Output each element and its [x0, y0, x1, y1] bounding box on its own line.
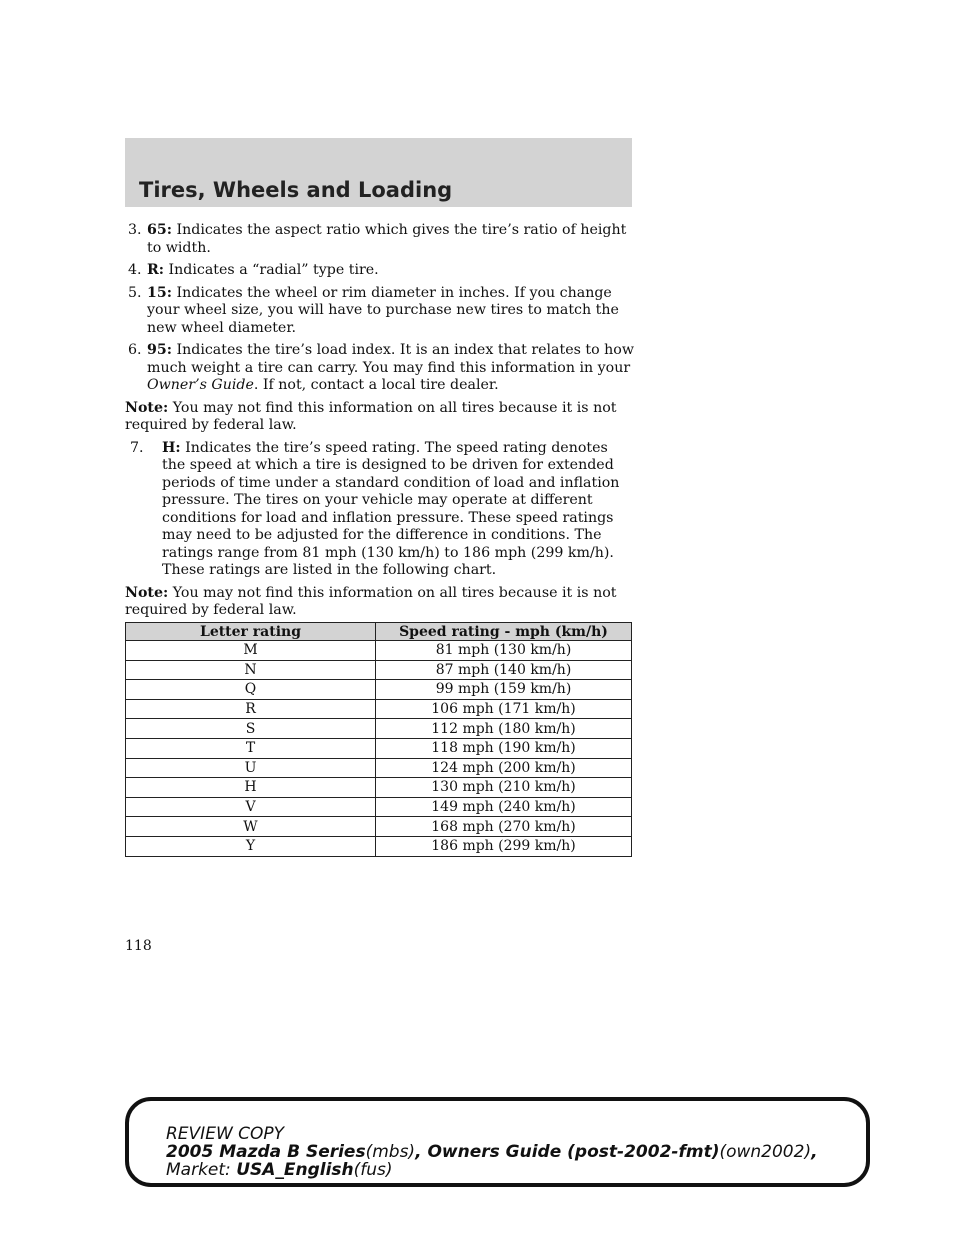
- letter-cell: N: [126, 660, 376, 680]
- speed-cell: 149 mph (240 km/h): [376, 797, 632, 817]
- table-row: [126, 719, 632, 739]
- item-text: Indicates the tire’s speed rating. The speed rating denotes the speed at which a tire is designed to be driven for extended periods of time under a standard condition of load and inflation pressure. The tires on your vehicle may operate at different conditions for load and inflation pressure. These speed ratings may need to be adjusted for the difference in conditions. The ratings range from 81 mph (130 km/h) to 186 mph (299 km/h). These ratings are listed in the following chart.: [162, 439, 620, 578]
- item-number: 7.: [130, 439, 144, 456]
- item-text: Indicates the tire’s load index. It is an index that relates to how much weight a tire can carry. You may find this information in your: [147, 342, 634, 376]
- speed-cell: 118 mph (190 km/h): [376, 738, 632, 758]
- item-code: R:: [147, 262, 165, 278]
- note-2: [125, 585, 635, 620]
- note-text: You may not find this information on all tires because it is not required by federal law.: [125, 399, 617, 433]
- item-code: 65:: [147, 222, 172, 238]
- letter-cell: T: [126, 738, 376, 758]
- letter-cell: H: [126, 778, 376, 798]
- letter-cell: Y: [126, 836, 376, 856]
- item-number: 6.: [128, 342, 142, 358]
- item-number: 5.: [128, 284, 142, 301]
- speed-rating-table: [125, 622, 632, 857]
- note-1: [125, 400, 635, 435]
- main-content: [125, 222, 635, 625]
- review-stamp: [166, 1125, 818, 1179]
- column-header-speed: Speed rating - mph (km/h): [376, 623, 632, 641]
- letter-cell: R: [126, 699, 376, 719]
- note-text: You may not find this information on all tires because it is not required by federal law.: [125, 584, 617, 618]
- speed-cell: 112 mph (180 km/h): [376, 719, 632, 739]
- table-row: [126, 797, 632, 817]
- review-line-2: 2005 Mazda B Series(mbs), Owners Guide (post-2002-fmt)(own2002),: [166, 1142, 818, 1162]
- table-row: [126, 836, 632, 856]
- table-row: [126, 738, 632, 758]
- speed-cell: 130 mph (210 km/h): [376, 778, 632, 798]
- speed-cell: 186 mph (299 km/h): [376, 836, 632, 856]
- table-row: [126, 699, 632, 719]
- speed-cell: 81 mph (130 km/h): [376, 641, 632, 661]
- table-row: [126, 680, 632, 700]
- list-item-3: [125, 222, 635, 257]
- review-line-1: REVIEW COPY: [166, 1124, 285, 1144]
- item-number: 3.: [128, 222, 142, 238]
- letter-cell: S: [126, 719, 376, 739]
- item-code: 95:: [147, 342, 172, 358]
- table-row: [126, 641, 632, 661]
- table-row: [126, 758, 632, 778]
- list-item-6: [125, 342, 635, 395]
- list-item-5: [125, 285, 635, 338]
- table-row: [126, 660, 632, 680]
- section-title: Tires, Wheels and Loading: [139, 178, 453, 202]
- item-text: Indicates the wheel or rim diameter in inches. If you change your wheel size, you will have to purchase new tires to match the new wheel diameter.: [147, 284, 619, 336]
- speed-cell: 87 mph (140 km/h): [376, 660, 632, 680]
- item-text: Indicates a “radial” type tire.: [168, 262, 379, 278]
- column-header-letter: Letter rating: [126, 623, 376, 641]
- letter-cell: V: [126, 797, 376, 817]
- review-line-3: Market: USA_English(fus): [166, 1160, 393, 1180]
- table-row: [126, 817, 632, 837]
- speed-cell: 124 mph (200 km/h): [376, 758, 632, 778]
- letter-cell: U: [126, 758, 376, 778]
- letter-cell: Q: [126, 680, 376, 700]
- speed-cell: 106 mph (171 km/h): [376, 699, 632, 719]
- note-label: Note:: [125, 399, 169, 416]
- letter-cell: M: [126, 641, 376, 661]
- note-label: Note:: [125, 584, 169, 601]
- list-item-4: [125, 262, 635, 280]
- page-number: 118: [125, 938, 152, 954]
- item-number: 4.: [128, 262, 142, 278]
- list-item-7: [125, 440, 635, 580]
- speed-cell: 99 mph (159 km/h): [376, 680, 632, 700]
- speed-cell: 168 mph (270 km/h): [376, 817, 632, 837]
- letter-cell: W: [126, 817, 376, 837]
- item-code: H:: [162, 439, 181, 456]
- guide-title: Owner’s Guide: [147, 377, 254, 393]
- table-header-row: [126, 623, 632, 641]
- item-text-after: . If not, contact a local tire dealer.: [253, 377, 499, 393]
- item-text: Indicates the aspect ratio which gives the tire’s ratio of height to width.: [147, 222, 627, 256]
- item-code: 15:: [147, 284, 172, 301]
- table-row: [126, 778, 632, 798]
